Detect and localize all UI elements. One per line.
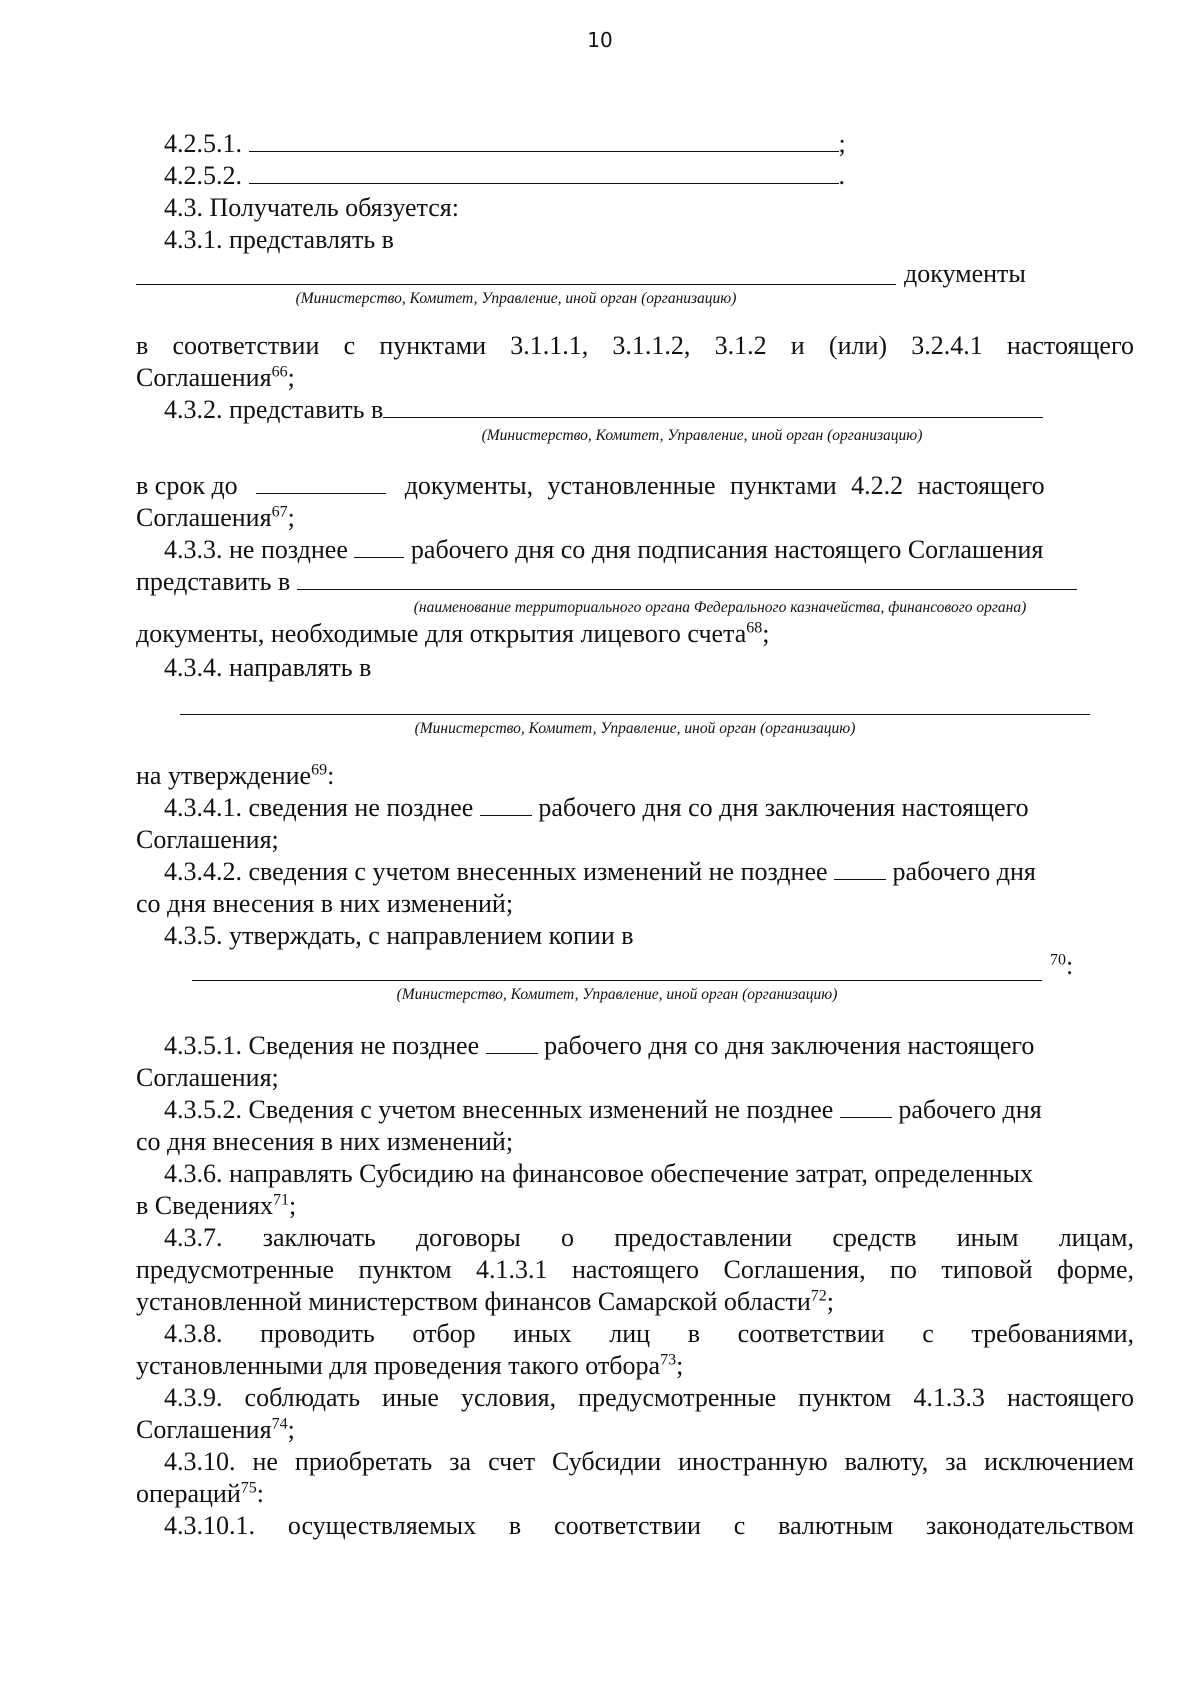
clause-4-2-5-2 bbox=[164, 160, 1134, 192]
clause-4-3-5: 4.3.5. утверждать, с направлением копии в bbox=[164, 921, 634, 950]
text: документы, установленные пунктами 4.2.2 настоящего bbox=[404, 471, 1045, 500]
caption-organization: (Министерство, Комитет, Управление, иной орган (организацию) bbox=[396, 986, 838, 1003]
paragraph-line bbox=[136, 1286, 1134, 1318]
footnote-ref[interactable]: 66 bbox=[271, 363, 288, 381]
paragraph-line: предусмотренные пунктом 4.1.3.1 настоящего Соглашения, по типовой форме, bbox=[136, 1255, 1134, 1284]
punctuation: ; bbox=[676, 1351, 684, 1380]
fill-blank[interactable] bbox=[834, 857, 886, 880]
text: в срок до bbox=[136, 471, 238, 500]
punctuation: ; bbox=[289, 1191, 297, 1220]
footnote-ref[interactable]: 73 bbox=[660, 1351, 677, 1369]
clause-4-3-9: 4.3.9. соблюдать иные условия, предусмотренные пунктом 4.1.3.3 настоящего bbox=[164, 1383, 1134, 1412]
footnote-ref[interactable]: 68 bbox=[746, 619, 763, 637]
text: рабочего дня bbox=[898, 1095, 1042, 1124]
punctuation: : bbox=[327, 761, 335, 790]
paragraph-line: со дня внесения в них изменений; bbox=[136, 889, 514, 918]
text: на утверждение bbox=[136, 761, 312, 790]
fill-line[interactable] bbox=[136, 284, 896, 285]
punctuation: ; bbox=[826, 1287, 835, 1316]
punctuation: ; bbox=[838, 129, 846, 158]
footnote-ref[interactable]: 71 bbox=[273, 1191, 289, 1209]
text: Соглашения bbox=[136, 363, 272, 392]
punctuation: . bbox=[838, 161, 845, 190]
clause-4-3-3 bbox=[164, 534, 1134, 566]
clause-4-2-5-1 bbox=[164, 128, 1134, 160]
fill-blank[interactable] bbox=[486, 1031, 538, 1054]
fill-blank[interactable] bbox=[249, 161, 839, 184]
paragraph-line bbox=[136, 1350, 1134, 1382]
clause-4-3-5-1 bbox=[164, 1030, 1134, 1062]
caption-organization: (Министерство, Комитет, Управление, иной орган (организацию) bbox=[414, 720, 856, 737]
fill-blank[interactable] bbox=[383, 395, 1043, 418]
paragraph-line: в соответствии с пунктами 3.1.1.1, 3.1.1.2, 3.1.2 и (или) 3.2.4.1 настоящего bbox=[136, 331, 1134, 360]
paragraph-line bbox=[136, 470, 1134, 502]
fill-blank[interactable] bbox=[840, 1095, 892, 1118]
footnote-ref[interactable]: 67 bbox=[271, 503, 288, 521]
fill-line[interactable] bbox=[180, 714, 1090, 715]
footnote-ref[interactable]: 70 bbox=[1050, 951, 1066, 969]
text: рабочего дня bbox=[892, 857, 1036, 886]
text: Соглашения bbox=[136, 1415, 272, 1444]
clause-4-3-4-2 bbox=[164, 856, 1134, 888]
text: 4.3.4.1. сведения не позднее bbox=[164, 793, 474, 822]
footnote-ref[interactable]: 75 bbox=[240, 1479, 257, 1497]
text: рабочего дня со дня заключения настоящего bbox=[538, 793, 1029, 822]
text: операций bbox=[136, 1479, 241, 1508]
punctuation: ; bbox=[287, 503, 295, 532]
page-number: 10 bbox=[587, 28, 613, 52]
clause-number: 4.2.5.1. bbox=[164, 129, 242, 158]
punctuation: ; bbox=[287, 363, 295, 392]
punctuation: ; bbox=[287, 1415, 295, 1444]
text: установленной министерством финансов Самарской области bbox=[136, 1287, 811, 1316]
paragraph-line: Соглашения; bbox=[136, 825, 279, 854]
text: 4.3.4.2. сведения с учетом внесенных изменений не позднее bbox=[164, 857, 828, 886]
text-documents: документы bbox=[904, 259, 1026, 288]
punctuation: ; bbox=[762, 619, 770, 648]
fill-blank[interactable] bbox=[249, 129, 839, 152]
clause-4-3-4: 4.3.4. направлять в bbox=[164, 653, 372, 682]
clause-number: 4.2.5.2. bbox=[164, 161, 242, 190]
paragraph-line bbox=[136, 1414, 1134, 1446]
text: 4.3.2. представить в bbox=[164, 395, 384, 424]
text: представить в bbox=[136, 567, 291, 596]
punctuation: : bbox=[256, 1479, 264, 1508]
footnote-ref[interactable]: 72 bbox=[810, 1287, 827, 1305]
text: Соглашения bbox=[136, 503, 272, 532]
clause-4-3-5-2 bbox=[164, 1094, 1134, 1126]
text: 4.3.3. не позднее bbox=[164, 535, 348, 564]
text: рабочего дня со дня заключения настоящего bbox=[544, 1031, 1035, 1060]
paragraph-line bbox=[136, 502, 1134, 534]
fill-blank[interactable] bbox=[480, 793, 532, 816]
text: рабочего дня со дня подписания настоящего Соглашения bbox=[410, 535, 1044, 564]
footnote-70 bbox=[1050, 950, 1073, 982]
text: в Сведениях bbox=[136, 1191, 273, 1220]
clause-4-3-8: 4.3.8. проводить отбор иных лиц в соответствии с требованиями, bbox=[164, 1319, 1134, 1348]
text: установленными для проведения такого отбора bbox=[136, 1351, 661, 1380]
paragraph-line bbox=[136, 362, 1134, 394]
caption-treasury: (наименование территориального органа Федерального казначейства, финансового органа) bbox=[413, 599, 1027, 616]
caption-organization: (Министерство, Комитет, Управление, иной орган (организацию) bbox=[481, 427, 923, 444]
clause-4-3-4-1 bbox=[164, 792, 1134, 824]
text: 4.3.5.2. Сведения с учетом внесенных изменений не позднее bbox=[164, 1095, 834, 1124]
punctuation: : bbox=[1066, 951, 1074, 980]
clause-4-3-2 bbox=[164, 394, 1134, 426]
clause-4-3-7: 4.3.7. заключать договоры о предоставлении средств иным лицам, bbox=[164, 1223, 1134, 1252]
paragraph-line: Соглашения; bbox=[136, 1063, 279, 1092]
clause-4-3-heading: 4.3. Получатель обязуется: bbox=[164, 193, 459, 222]
paragraph-line bbox=[136, 760, 1134, 792]
fill-blank[interactable] bbox=[256, 471, 386, 494]
fill-blank[interactable] bbox=[354, 535, 404, 558]
paragraph-line bbox=[136, 1478, 1134, 1510]
clause-4-3-1: 4.3.1. представлять в bbox=[164, 225, 394, 254]
caption-organization: (Министерство, Комитет, Управление, иной орган (организацию) bbox=[295, 290, 737, 307]
paragraph-line bbox=[136, 618, 1134, 650]
paragraph-line bbox=[136, 566, 1134, 598]
clause-4-3-6: 4.3.6. направлять Субсидию на финансовое обеспечение затрат, определенных bbox=[164, 1159, 1034, 1188]
clause-4-3-10-1: 4.3.10.1. осуществляемых в соответствии с валютным законодательством bbox=[164, 1511, 1134, 1540]
paragraph-line bbox=[136, 1190, 1134, 1222]
fill-blank[interactable] bbox=[297, 567, 1077, 590]
paragraph-line: со дня внесения в них изменений; bbox=[136, 1127, 514, 1156]
footnote-ref[interactable]: 74 bbox=[271, 1415, 288, 1433]
text: документы, необходимые для открытия лицевого счета bbox=[136, 619, 747, 648]
fill-line[interactable] bbox=[192, 980, 1042, 981]
footnote-ref[interactable]: 69 bbox=[311, 761, 328, 779]
clause-4-3-10: 4.3.10. не приобретать за счет Субсидии иностранную валюту, за исключением bbox=[164, 1447, 1134, 1476]
text: 4.3.5.1. Сведения не позднее bbox=[164, 1031, 480, 1060]
